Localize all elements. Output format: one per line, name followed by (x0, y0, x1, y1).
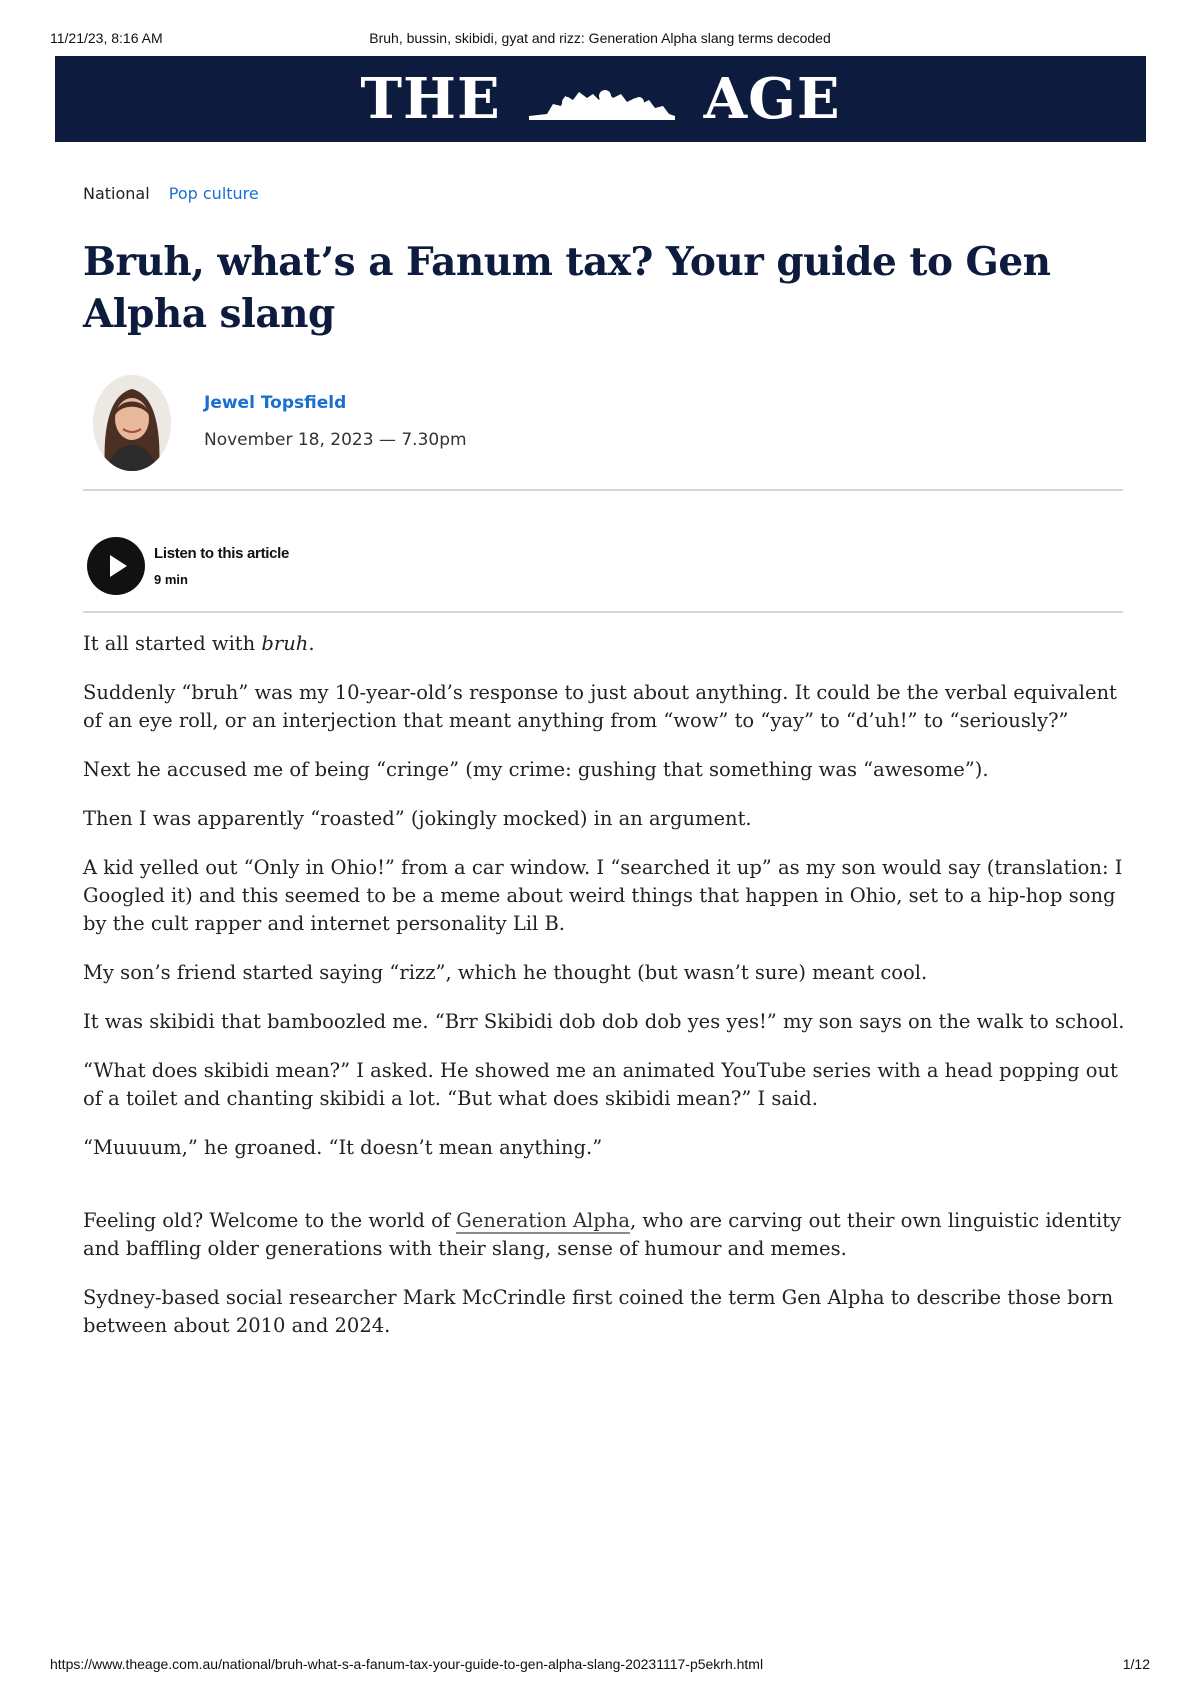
print-url: https://www.theage.com.au/national/bruh-what-s-a-fanum-tax-your-guide-to-gen-alpha-slang-20231117-p5ekrh.html (50, 1656, 764, 1672)
article-paragraph: “Muuuum,” he groaned. “It doesn’t mean anything.” (83, 1136, 603, 1159)
breadcrumb-topic-link[interactable]: Pop culture (168, 184, 259, 203)
article-paragraph: It was skibidi that bamboozled me. “Brr Skibidi dob dob dob yes yes!” my son says on the walk to school. (83, 1010, 1125, 1033)
article-paragraph: “What does skibidi mean?” I asked. He showed me an animated YouTube series with a head popping out of a toilet and chanting skibidi a lot. “But what does skibidi mean?” I said. (83, 1059, 1118, 1110)
logo-text-the: THE (360, 66, 501, 132)
print-header (50, 30, 1150, 50)
article-paragraph: Next he accused me of being “cringe” (my crime: gushing that something was “awesome”). (83, 758, 989, 781)
listen-duration: 9 min (154, 572, 188, 587)
masthead[interactable] (55, 56, 1146, 142)
play-icon (87, 537, 145, 595)
byline (83, 375, 1123, 475)
article-body (83, 630, 1128, 1361)
audio-player[interactable] (87, 537, 487, 597)
logo-text-age: AGE (703, 66, 841, 132)
listen-label: Listen to this article (154, 545, 290, 562)
publish-date: November 18, 2023 — 7.30pm (204, 430, 467, 450)
article-paragraph: Sydney-based social researcher Mark McCrindle first coined the term Gen Alpha to describe those born between about 2010 and 2024. (83, 1286, 1114, 1337)
article-paragraph: Feeling old? Welcome to the world of Generation Alpha, who are carving out their own linguistic identity and baffling older generations with their slang, sense of humour and memes. (83, 1209, 1122, 1260)
page-number: 1/12 (1122, 1656, 1150, 1672)
article-paragraph: Then I was apparently “roasted” (jokingly mocked) in an argument. (83, 807, 752, 830)
crest-icon (527, 70, 677, 136)
breadcrumb-section-link[interactable]: National (83, 184, 150, 203)
divider (83, 611, 1123, 613)
author-link[interactable]: Jewel Topsfield (204, 393, 347, 413)
print-document-title: Bruh, bussin, skibidi, gyat and rizz: Generation Alpha slang terms decoded (369, 30, 831, 46)
print-datetime: 11/21/23, 8:16 AM (50, 30, 163, 46)
play-button[interactable] (87, 537, 145, 595)
article-paragraph: A kid yelled out “Only in Ohio!” from a car window. I “searched it up” as my son would say (translation: I Googled it) and this seemed to be a meme about weird things that happen in Ohio, set to a hip-hop song by the cult rapper and internet personality Lil B. (83, 856, 1123, 935)
article-paragraph: My son’s friend started saying “rizz”, which he thought (but wasn’t sure) meant cool. (83, 961, 928, 984)
article-paragraph: It all started with bruh. (83, 632, 315, 655)
author-avatar[interactable] (93, 375, 171, 471)
article-paragraph: Suddenly “bruh” was my 10-year-old’s response to just about anything. It could be the verbal equivalent of an eye roll, or an interjection that meant anything from “wow” to “yay” to “d’uh!” to “seriously?” (83, 681, 1117, 732)
divider (83, 489, 1123, 491)
site-logo[interactable] (55, 66, 1146, 136)
emphasis-bruh: bruh (261, 632, 309, 655)
print-footer (50, 1656, 1150, 1676)
article-headline: Bruh, what’s a Fanum tax? Your guide to Gen Alpha slang (83, 239, 1051, 337)
breadcrumb (83, 184, 259, 203)
generation-alpha-link[interactable]: Generation Alpha (456, 1209, 630, 1232)
